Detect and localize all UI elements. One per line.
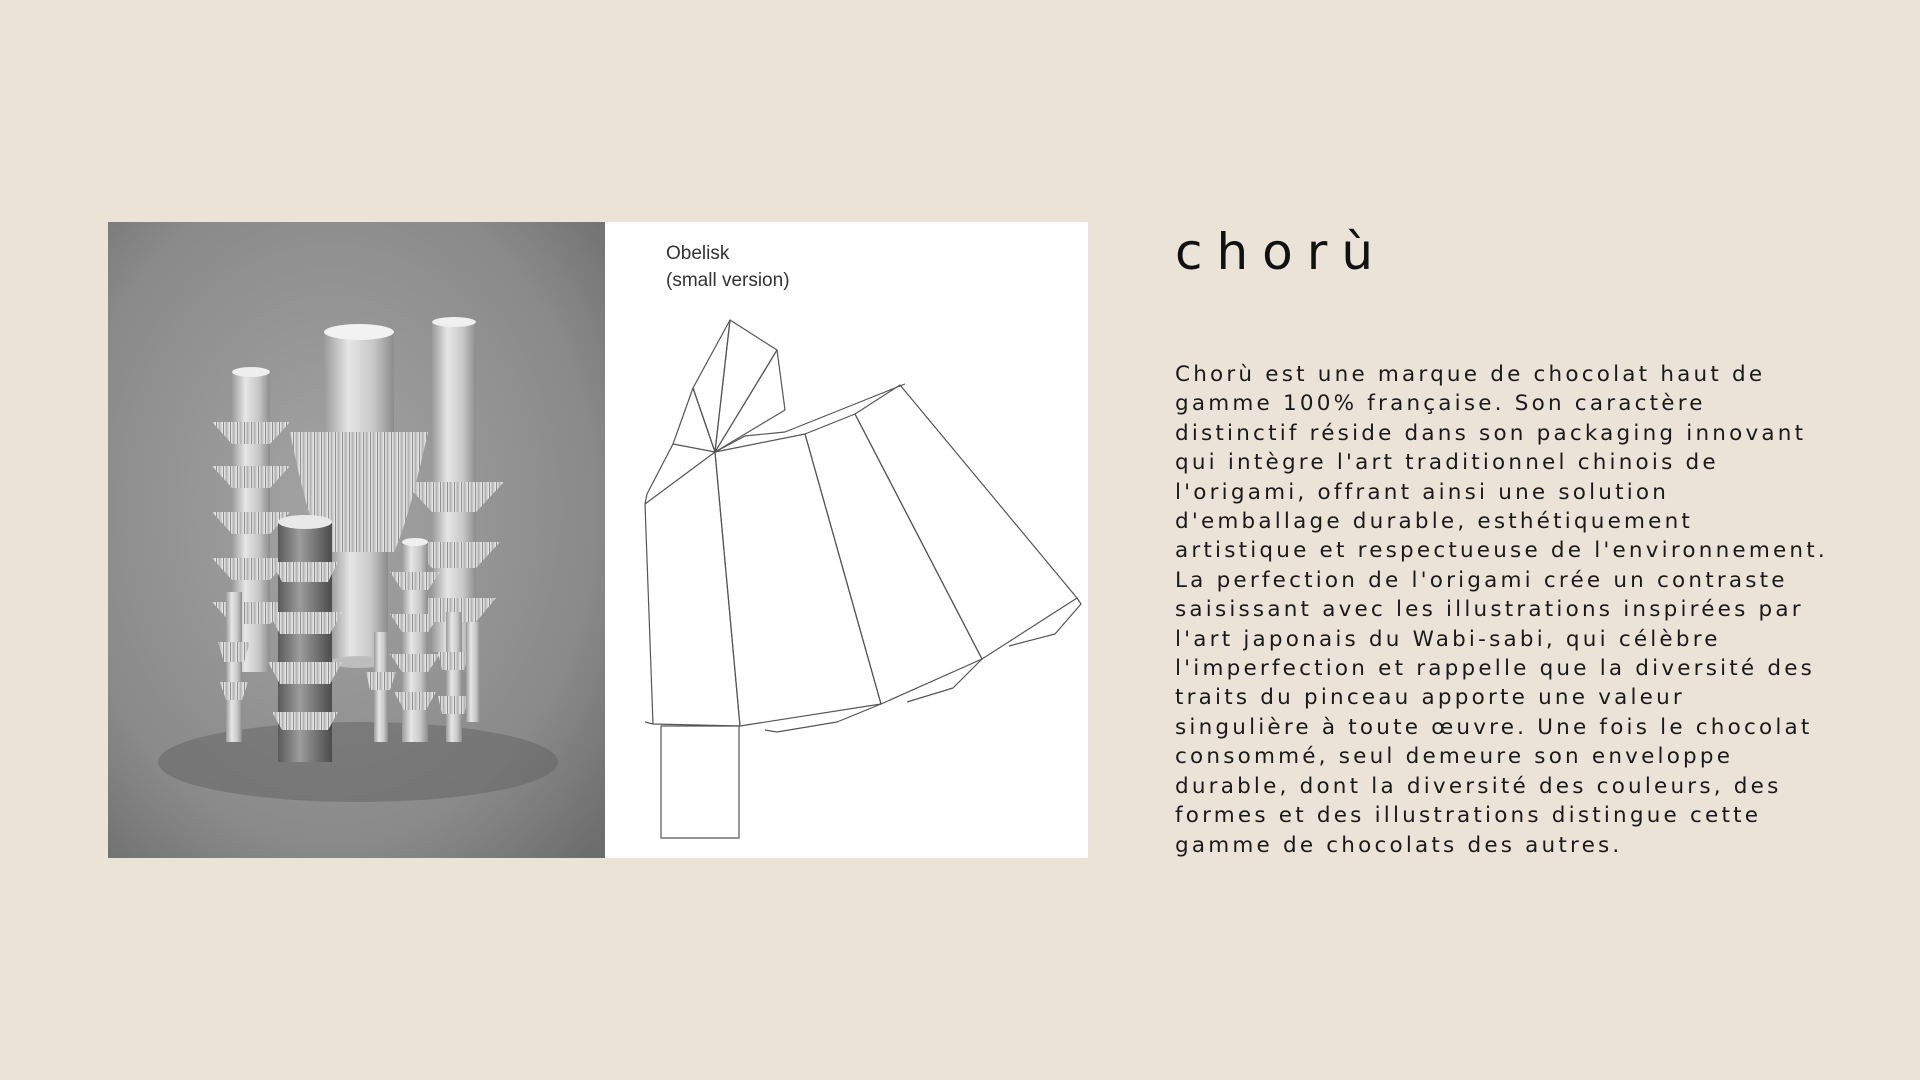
collar-right — [785, 384, 905, 432]
description-line: saisissant avec les illustrations inspirées par — [1175, 597, 1804, 623]
tab-left — [645, 722, 653, 724]
base-square — [661, 726, 739, 838]
unfolded-net-drawing — [605, 222, 1088, 858]
diagram-caption-subtitle: (small version) — [666, 270, 790, 291]
description-line: l'art japonais du Wabi-sabi, qui célèbre — [1175, 626, 1721, 652]
description-line: l'imperfection et rappelle que la diversité des — [1175, 656, 1816, 682]
collar-left — [645, 444, 673, 504]
tip-facet-1 — [693, 320, 730, 452]
description-line: distinctif réside dans son packaging innovant — [1175, 420, 1807, 446]
tip-facet-4 — [673, 388, 715, 452]
description-line: traits du pinceau apporte une valeur — [1175, 685, 1685, 711]
obelisk-pattern-diagram — [605, 222, 1088, 858]
description-line: formes et des illustrations distingue cette — [1175, 803, 1762, 829]
description-line: l'origami, offrant ainsi une solution — [1175, 479, 1670, 505]
description-line: consommé, seul demeure son enveloppe — [1175, 744, 1734, 770]
description-line: gamme de chocolats des autres. — [1175, 832, 1623, 858]
tab-mid-left — [765, 704, 881, 732]
panel-4 — [855, 385, 1077, 659]
origami-sculptures-illustration — [108, 222, 605, 858]
diagram-caption — [666, 240, 790, 294]
description-line: singulière à toute œuvre. Une fois le chocolat — [1175, 714, 1813, 740]
tip-facet-2 — [715, 320, 777, 452]
tip-facet-3 — [715, 350, 785, 452]
tab-right — [1009, 598, 1081, 646]
brand-title: chorù — [1175, 223, 1388, 281]
description-line: La perfection de l'origami crée un contraste — [1175, 567, 1788, 593]
description-line: durable, dont la diversité des couleurs, des — [1175, 773, 1782, 799]
description-line: qui intègre l'art traditionnel chinois de — [1175, 450, 1719, 476]
diagram-caption-title: Obelisk — [666, 243, 730, 264]
panel-3 — [805, 414, 982, 704]
description-line: gamme 100% française. Son caractère — [1175, 391, 1706, 417]
brand-description — [1175, 360, 1835, 860]
description-line: d'emballage durable, esthétiquement — [1175, 509, 1694, 535]
origami-sculptures-photo — [108, 222, 605, 858]
description-line: Chorù est une marque de chocolat haut de — [1175, 362, 1766, 387]
panel-2 — [715, 434, 881, 726]
description-line: artistique et respectueuse de l'environnement. — [1175, 538, 1828, 564]
panel-1 — [645, 452, 740, 726]
tab-mid-right — [907, 659, 982, 702]
